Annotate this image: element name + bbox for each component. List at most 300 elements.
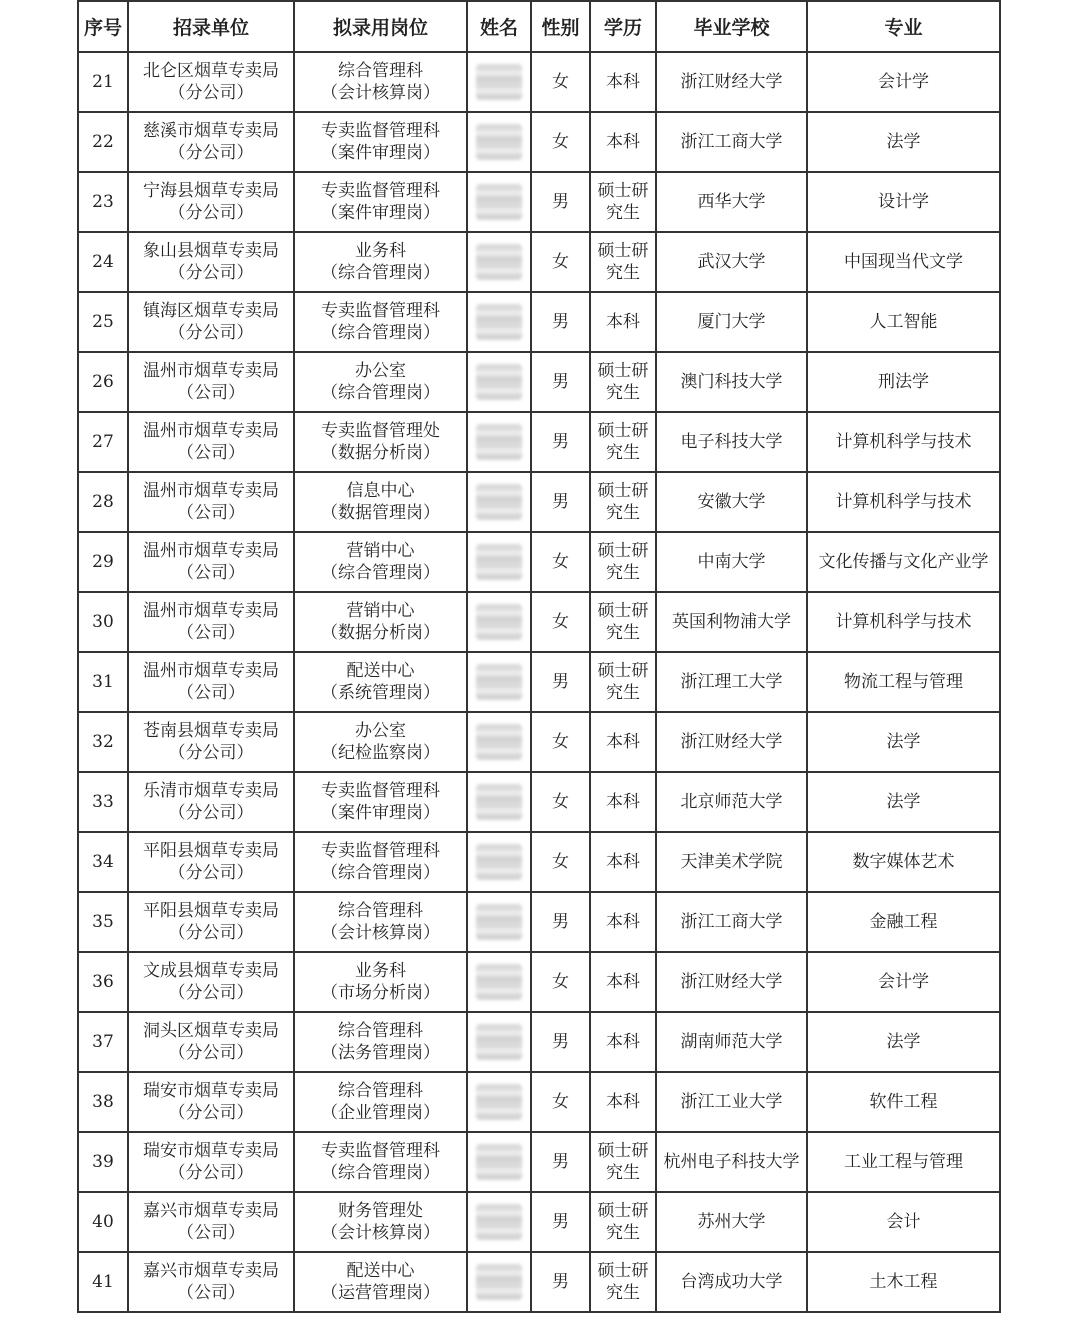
cell-education-line: 本科 bbox=[606, 132, 640, 152]
cell-post bbox=[294, 112, 467, 172]
cell-major: 法学 bbox=[807, 112, 1000, 172]
cell-post-line: （数据管理岗） bbox=[321, 503, 440, 523]
cell-education-line: 究生 bbox=[606, 623, 640, 643]
cell-school: 浙江工商大学 bbox=[656, 112, 807, 172]
cell-education-line: 硕士研 bbox=[597, 541, 649, 561]
cell-school: 澳门科技大学 bbox=[656, 352, 807, 412]
cell-school: 中南大学 bbox=[656, 532, 807, 592]
cell-post-line: 专卖监督管理科 bbox=[321, 841, 440, 861]
cell-unit-line: 瑞安市烟草专卖局 bbox=[143, 1081, 279, 1101]
cell-major: 法学 bbox=[807, 1012, 1000, 1072]
cell-sex: 男 bbox=[531, 292, 590, 352]
cell-sex: 男 bbox=[531, 652, 590, 712]
cell-unit-line: 温州市烟草专卖局 bbox=[143, 541, 279, 561]
cell-education bbox=[590, 1012, 656, 1072]
cell-post-line: 信息中心 bbox=[346, 481, 415, 501]
cell-education-line: 究生 bbox=[606, 1283, 640, 1303]
cell-sex: 男 bbox=[531, 1012, 590, 1072]
name-redacted-icon bbox=[476, 424, 522, 460]
cell-school: 台湾成功大学 bbox=[656, 1252, 807, 1312]
cell-education-line: 硕士研 bbox=[597, 601, 649, 621]
cell-education bbox=[590, 652, 656, 712]
recruitment-table bbox=[77, 0, 1001, 1313]
cell-major: 工业工程与管理 bbox=[807, 1132, 1000, 1192]
table-row bbox=[78, 412, 1000, 472]
cell-no: 32 bbox=[78, 712, 128, 772]
cell-no: 38 bbox=[78, 1072, 128, 1132]
cell-unit-line: 温州市烟草专卖局 bbox=[143, 421, 279, 441]
cell-major: 计算机科学与技术 bbox=[807, 472, 1000, 532]
cell-sex: 男 bbox=[531, 1252, 590, 1312]
cell-unit-line: 北仑区烟草专卖局 bbox=[143, 61, 279, 81]
name-redacted-icon bbox=[476, 184, 522, 220]
header-major: 专业 bbox=[807, 1, 1000, 52]
cell-major: 数字媒体艺术 bbox=[807, 832, 1000, 892]
cell-no: 21 bbox=[78, 52, 128, 112]
cell-no: 37 bbox=[78, 1012, 128, 1072]
cell-education bbox=[590, 1072, 656, 1132]
table-row bbox=[78, 472, 1000, 532]
cell-post-line: 业务科 bbox=[355, 241, 406, 261]
cell-post-line: 业务科 bbox=[355, 961, 406, 981]
cell-post-line: （数据分析岗） bbox=[321, 443, 440, 463]
cell-name bbox=[467, 352, 531, 412]
cell-education-line: 硕士研 bbox=[597, 181, 649, 201]
table-row bbox=[78, 1012, 1000, 1072]
cell-unit-line: 镇海区烟草专卖局 bbox=[143, 301, 279, 321]
cell-post-line: 综合管理科 bbox=[338, 61, 423, 81]
cell-post-line: （数据分析岗） bbox=[321, 623, 440, 643]
cell-unit bbox=[128, 352, 294, 412]
header-unit: 招录单位 bbox=[128, 1, 294, 52]
table-row bbox=[78, 592, 1000, 652]
header-name: 姓名 bbox=[467, 1, 531, 52]
cell-unit-line: （分公司） bbox=[168, 983, 254, 1003]
name-redacted-icon bbox=[476, 1264, 522, 1300]
cell-education-line: 究生 bbox=[606, 1163, 640, 1183]
name-redacted-icon bbox=[476, 1024, 522, 1060]
cell-unit-line: （公司） bbox=[177, 443, 245, 463]
cell-unit bbox=[128, 892, 294, 952]
cell-sex: 男 bbox=[531, 1132, 590, 1192]
cell-no: 24 bbox=[78, 232, 128, 292]
cell-name bbox=[467, 412, 531, 472]
cell-post-line: （纪检监察岗） bbox=[321, 743, 440, 763]
cell-education-line: 本科 bbox=[606, 852, 640, 872]
cell-post-line: 专卖监督管理科 bbox=[321, 181, 440, 201]
cell-education bbox=[590, 832, 656, 892]
cell-name bbox=[467, 1132, 531, 1192]
cell-education-line: 究生 bbox=[606, 263, 640, 283]
cell-post-line: （会计核算岗） bbox=[321, 83, 440, 103]
name-redacted-icon bbox=[476, 364, 522, 400]
cell-post bbox=[294, 592, 467, 652]
cell-no: 26 bbox=[78, 352, 128, 412]
cell-school: 西华大学 bbox=[656, 172, 807, 232]
cell-post-line: 配送中心 bbox=[346, 1261, 415, 1281]
cell-no: 28 bbox=[78, 472, 128, 532]
cell-post-line: 专卖监督管理科 bbox=[321, 301, 440, 321]
cell-unit bbox=[128, 472, 294, 532]
table-row bbox=[78, 52, 1000, 112]
cell-no: 36 bbox=[78, 952, 128, 1012]
name-redacted-icon bbox=[476, 844, 522, 880]
cell-unit-line: （分公司） bbox=[168, 323, 254, 343]
cell-post-line: （市场分析岗） bbox=[321, 983, 440, 1003]
cell-education-line: 本科 bbox=[606, 1092, 640, 1112]
cell-unit bbox=[128, 1252, 294, 1312]
cell-unit-line: 平阳县烟草专卖局 bbox=[143, 901, 279, 921]
cell-education bbox=[590, 112, 656, 172]
cell-education-line: 硕士研 bbox=[597, 481, 649, 501]
cell-education-line: 究生 bbox=[606, 503, 640, 523]
cell-name bbox=[467, 592, 531, 652]
cell-name bbox=[467, 112, 531, 172]
table-row bbox=[78, 532, 1000, 592]
cell-no: 31 bbox=[78, 652, 128, 712]
cell-major: 金融工程 bbox=[807, 892, 1000, 952]
cell-post bbox=[294, 772, 467, 832]
cell-unit-line: 温州市烟草专卖局 bbox=[143, 481, 279, 501]
cell-school: 天津美术学院 bbox=[656, 832, 807, 892]
cell-unit bbox=[128, 772, 294, 832]
cell-no: 29 bbox=[78, 532, 128, 592]
cell-education-line: 本科 bbox=[606, 72, 640, 92]
cell-unit bbox=[128, 712, 294, 772]
cell-post-line: 综合管理科 bbox=[338, 901, 423, 921]
cell-post bbox=[294, 412, 467, 472]
cell-post-line: （法务管理岗） bbox=[321, 1043, 440, 1063]
cell-unit-line: （公司） bbox=[177, 383, 245, 403]
table-row bbox=[78, 772, 1000, 832]
cell-sex: 男 bbox=[531, 472, 590, 532]
cell-school: 浙江工业大学 bbox=[656, 1072, 807, 1132]
cell-sex: 女 bbox=[531, 532, 590, 592]
cell-education-line: 硕士研 bbox=[597, 241, 649, 261]
cell-post bbox=[294, 712, 467, 772]
cell-no: 22 bbox=[78, 112, 128, 172]
table-row bbox=[78, 952, 1000, 1012]
cell-post-line: （综合管理岗） bbox=[321, 383, 440, 403]
cell-sex: 女 bbox=[531, 1072, 590, 1132]
cell-unit-line: 嘉兴市烟草专卖局 bbox=[143, 1261, 279, 1281]
cell-education-line: 本科 bbox=[606, 1032, 640, 1052]
cell-sex: 女 bbox=[531, 592, 590, 652]
name-redacted-icon bbox=[476, 1144, 522, 1180]
cell-unit-line: （公司） bbox=[177, 623, 245, 643]
cell-school: 电子科技大学 bbox=[656, 412, 807, 472]
cell-sex: 女 bbox=[531, 112, 590, 172]
cell-post bbox=[294, 1252, 467, 1312]
cell-sex: 女 bbox=[531, 232, 590, 292]
cell-unit-line: （公司） bbox=[177, 563, 245, 583]
cell-unit-line: 瑞安市烟草专卖局 bbox=[143, 1141, 279, 1161]
cell-unit-line: （分公司） bbox=[168, 803, 254, 823]
cell-unit bbox=[128, 112, 294, 172]
cell-unit-line: （分公司） bbox=[168, 1103, 254, 1123]
cell-name bbox=[467, 532, 531, 592]
cell-school: 武汉大学 bbox=[656, 232, 807, 292]
cell-no: 30 bbox=[78, 592, 128, 652]
cell-unit bbox=[128, 52, 294, 112]
cell-education-line: 硕士研 bbox=[597, 1261, 649, 1281]
cell-name bbox=[467, 832, 531, 892]
name-redacted-icon bbox=[476, 784, 522, 820]
cell-no: 39 bbox=[78, 1132, 128, 1192]
cell-sex: 男 bbox=[531, 172, 590, 232]
cell-major: 中国现当代文学 bbox=[807, 232, 1000, 292]
table-row bbox=[78, 1072, 1000, 1132]
cell-no: 27 bbox=[78, 412, 128, 472]
cell-post bbox=[294, 532, 467, 592]
cell-unit-line: （分公司） bbox=[168, 1163, 254, 1183]
cell-sex: 男 bbox=[531, 412, 590, 472]
name-redacted-icon bbox=[476, 484, 522, 520]
table-body bbox=[78, 52, 1000, 1312]
cell-no: 25 bbox=[78, 292, 128, 352]
cell-name bbox=[467, 712, 531, 772]
cell-post bbox=[294, 292, 467, 352]
cell-unit-line: 慈溪市烟草专卖局 bbox=[143, 121, 279, 141]
cell-name bbox=[467, 52, 531, 112]
cell-name bbox=[467, 1072, 531, 1132]
cell-post bbox=[294, 652, 467, 712]
table-row bbox=[78, 652, 1000, 712]
name-redacted-icon bbox=[476, 724, 522, 760]
cell-unit-line: 宁海县烟草专卖局 bbox=[143, 181, 279, 201]
cell-sex: 男 bbox=[531, 892, 590, 952]
cell-school: 厦门大学 bbox=[656, 292, 807, 352]
cell-major: 法学 bbox=[807, 712, 1000, 772]
table-row bbox=[78, 1132, 1000, 1192]
cell-post-line: （会计核算岗） bbox=[321, 1223, 440, 1243]
cell-post-line: （案件审理岗） bbox=[321, 203, 440, 223]
name-redacted-icon bbox=[476, 64, 522, 100]
cell-unit-line: （分公司） bbox=[168, 1043, 254, 1063]
cell-no: 23 bbox=[78, 172, 128, 232]
header-post: 拟录用岗位 bbox=[294, 1, 467, 52]
cell-unit-line: 乐清市烟草专卖局 bbox=[143, 781, 279, 801]
cell-education-line: 硕士研 bbox=[597, 661, 649, 681]
cell-unit bbox=[128, 532, 294, 592]
name-redacted-icon bbox=[476, 664, 522, 700]
cell-post-line: （综合管理岗） bbox=[321, 263, 440, 283]
cell-unit bbox=[128, 292, 294, 352]
cell-unit-line: 温州市烟草专卖局 bbox=[143, 661, 279, 681]
cell-school: 浙江工商大学 bbox=[656, 892, 807, 952]
name-redacted-icon bbox=[476, 1084, 522, 1120]
cell-major: 物流工程与管理 bbox=[807, 652, 1000, 712]
cell-education bbox=[590, 232, 656, 292]
header-sex: 性别 bbox=[531, 1, 590, 52]
cell-education bbox=[590, 292, 656, 352]
cell-unit bbox=[128, 832, 294, 892]
cell-no: 40 bbox=[78, 1192, 128, 1252]
cell-sex: 女 bbox=[531, 52, 590, 112]
cell-education bbox=[590, 412, 656, 472]
cell-post bbox=[294, 892, 467, 952]
cell-unit bbox=[128, 592, 294, 652]
cell-major: 会计学 bbox=[807, 952, 1000, 1012]
name-redacted-icon bbox=[476, 124, 522, 160]
table-row bbox=[78, 232, 1000, 292]
cell-sex: 女 bbox=[531, 952, 590, 1012]
cell-post bbox=[294, 352, 467, 412]
header-school: 毕业学校 bbox=[656, 1, 807, 52]
cell-no: 34 bbox=[78, 832, 128, 892]
cell-education-line: 究生 bbox=[606, 383, 640, 403]
cell-post bbox=[294, 232, 467, 292]
header-no: 序号 bbox=[78, 1, 128, 52]
cell-unit-line: 象山县烟草专卖局 bbox=[143, 241, 279, 261]
cell-post bbox=[294, 1132, 467, 1192]
cell-unit-line: 洞头区烟草专卖局 bbox=[143, 1021, 279, 1041]
cell-unit-line: 文成县烟草专卖局 bbox=[143, 961, 279, 981]
cell-name bbox=[467, 292, 531, 352]
table-row bbox=[78, 172, 1000, 232]
cell-post-line: （案件审理岗） bbox=[321, 143, 440, 163]
cell-education-line: 硕士研 bbox=[597, 1141, 649, 1161]
cell-post-line: 综合管理科 bbox=[338, 1081, 423, 1101]
cell-unit-line: 平阳县烟草专卖局 bbox=[143, 841, 279, 861]
cell-sex: 男 bbox=[531, 352, 590, 412]
cell-major: 法学 bbox=[807, 772, 1000, 832]
cell-unit bbox=[128, 412, 294, 472]
cell-post-line: （案件审理岗） bbox=[321, 803, 440, 823]
cell-education bbox=[590, 352, 656, 412]
cell-post bbox=[294, 52, 467, 112]
table-row bbox=[78, 292, 1000, 352]
cell-education-line: 究生 bbox=[606, 1223, 640, 1243]
cell-unit-line: 温州市烟草专卖局 bbox=[143, 601, 279, 621]
cell-name bbox=[467, 1192, 531, 1252]
cell-unit-line: （分公司） bbox=[168, 83, 254, 103]
cell-education-line: 硕士研 bbox=[597, 1201, 649, 1221]
cell-name bbox=[467, 892, 531, 952]
cell-post-line: 营销中心 bbox=[346, 601, 415, 621]
cell-unit bbox=[128, 1072, 294, 1132]
cell-education-line: 本科 bbox=[606, 732, 640, 752]
cell-post-line: （运营管理岗） bbox=[321, 1283, 440, 1303]
cell-unit-line: 嘉兴市烟草专卖局 bbox=[143, 1201, 279, 1221]
cell-name bbox=[467, 1252, 531, 1312]
cell-school: 杭州电子科技大学 bbox=[656, 1132, 807, 1192]
cell-education bbox=[590, 1132, 656, 1192]
cell-sex: 女 bbox=[531, 832, 590, 892]
name-redacted-icon bbox=[476, 304, 522, 340]
cell-post-line: （综合管理岗） bbox=[321, 563, 440, 583]
cell-education bbox=[590, 1252, 656, 1312]
cell-name bbox=[467, 652, 531, 712]
cell-school: 北京师范大学 bbox=[656, 772, 807, 832]
cell-school: 浙江财经大学 bbox=[656, 52, 807, 112]
cell-post-line: 专卖监督管理科 bbox=[321, 1141, 440, 1161]
cell-education bbox=[590, 1192, 656, 1252]
cell-unit bbox=[128, 1012, 294, 1072]
cell-education-line: 本科 bbox=[606, 912, 640, 932]
cell-name bbox=[467, 952, 531, 1012]
cell-major: 设计学 bbox=[807, 172, 1000, 232]
cell-name bbox=[467, 472, 531, 532]
cell-unit bbox=[128, 652, 294, 712]
cell-name bbox=[467, 772, 531, 832]
cell-sex: 女 bbox=[531, 712, 590, 772]
cell-post-line: 办公室 bbox=[355, 361, 406, 381]
cell-name bbox=[467, 1012, 531, 1072]
header-education: 学历 bbox=[590, 1, 656, 52]
cell-education bbox=[590, 532, 656, 592]
cell-unit bbox=[128, 172, 294, 232]
cell-school: 苏州大学 bbox=[656, 1192, 807, 1252]
cell-name bbox=[467, 232, 531, 292]
cell-school: 浙江财经大学 bbox=[656, 952, 807, 1012]
cell-major: 土木工程 bbox=[807, 1252, 1000, 1312]
name-redacted-icon bbox=[476, 604, 522, 640]
cell-post bbox=[294, 172, 467, 232]
cell-unit-line: （公司） bbox=[177, 1283, 245, 1303]
cell-unit-line: （公司） bbox=[177, 503, 245, 523]
cell-unit-line: （分公司） bbox=[168, 263, 254, 283]
cell-school: 湖南师范大学 bbox=[656, 1012, 807, 1072]
cell-post-line: 专卖监督管理科 bbox=[321, 781, 440, 801]
name-redacted-icon bbox=[476, 544, 522, 580]
cell-unit-line: （分公司） bbox=[168, 923, 254, 943]
cell-unit-line: （分公司） bbox=[168, 203, 254, 223]
cell-unit-line: （公司） bbox=[177, 1223, 245, 1243]
cell-post-line: （企业管理岗） bbox=[321, 1103, 440, 1123]
cell-no: 33 bbox=[78, 772, 128, 832]
cell-school: 英国利物浦大学 bbox=[656, 592, 807, 652]
cell-unit-line: （分公司） bbox=[168, 143, 254, 163]
name-redacted-icon bbox=[476, 964, 522, 1000]
cell-unit-line: （公司） bbox=[177, 683, 245, 703]
cell-unit-line: 苍南县烟草专卖局 bbox=[143, 721, 279, 741]
cell-no: 41 bbox=[78, 1252, 128, 1312]
cell-major: 人工智能 bbox=[807, 292, 1000, 352]
cell-education-line: 究生 bbox=[606, 203, 640, 223]
cell-education bbox=[590, 172, 656, 232]
table-row bbox=[78, 1252, 1000, 1312]
cell-post-line: 综合管理科 bbox=[338, 1021, 423, 1041]
cell-education-line: 硕士研 bbox=[597, 361, 649, 381]
cell-education bbox=[590, 772, 656, 832]
cell-unit bbox=[128, 232, 294, 292]
cell-education-line: 本科 bbox=[606, 792, 640, 812]
cell-education bbox=[590, 52, 656, 112]
table-row bbox=[78, 832, 1000, 892]
cell-post-line: （综合管理岗） bbox=[321, 1163, 440, 1183]
cell-education bbox=[590, 892, 656, 952]
cell-post-line: （系统管理岗） bbox=[321, 683, 440, 703]
cell-post-line: 财务管理处 bbox=[338, 1201, 423, 1221]
cell-major: 文化传播与文化产业学 bbox=[807, 532, 1000, 592]
cell-post-line: 配送中心 bbox=[346, 661, 415, 681]
cell-post-line: （会计核算岗） bbox=[321, 923, 440, 943]
cell-unit bbox=[128, 1132, 294, 1192]
cell-school: 浙江财经大学 bbox=[656, 712, 807, 772]
cell-education-line: 究生 bbox=[606, 683, 640, 703]
cell-post-line: 办公室 bbox=[355, 721, 406, 741]
cell-post-line: 专卖监督管理处 bbox=[321, 421, 440, 441]
cell-school: 安徽大学 bbox=[656, 472, 807, 532]
cell-post bbox=[294, 952, 467, 1012]
cell-education-line: 本科 bbox=[606, 972, 640, 992]
cell-post bbox=[294, 472, 467, 532]
cell-post-line: 专卖监督管理科 bbox=[321, 121, 440, 141]
cell-education-line: 本科 bbox=[606, 312, 640, 332]
cell-post-line: （综合管理岗） bbox=[321, 323, 440, 343]
cell-unit-line: （分公司） bbox=[168, 863, 254, 883]
